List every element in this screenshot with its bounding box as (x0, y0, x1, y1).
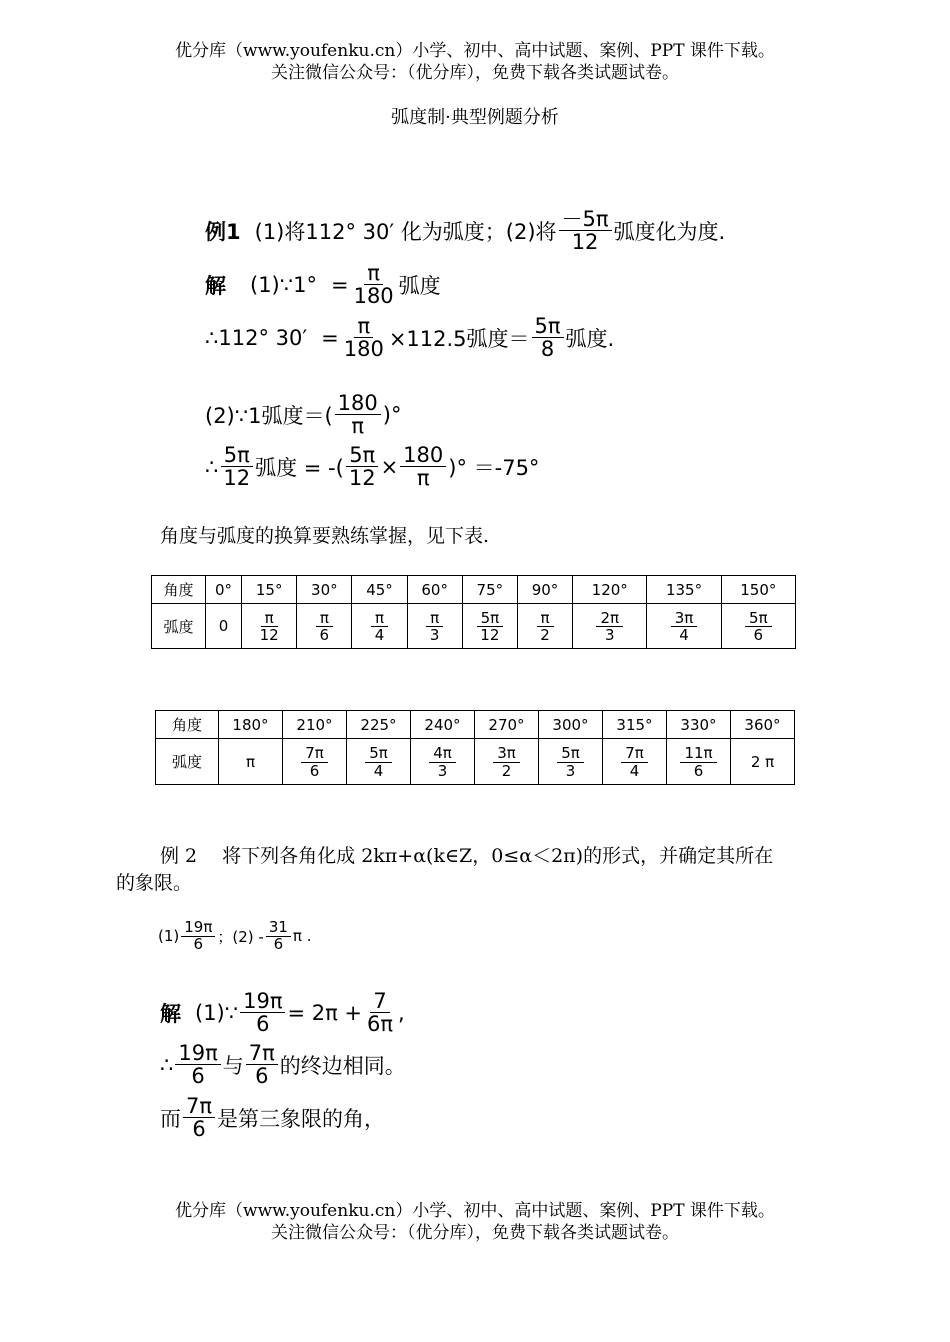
fraction-denominator: 180 (343, 337, 384, 362)
example1-solution-line1 (205, 262, 441, 307)
example2-solution-label: 解 (160, 1001, 181, 1026)
solution-text: × (380, 454, 399, 479)
fraction-numerator: 5π (365, 745, 392, 763)
fraction-denominator: 6 (191, 1064, 205, 1089)
fraction-denominator: 3 (565, 761, 576, 780)
fraction-denominator: 6 (693, 761, 704, 780)
radian-cell (347, 739, 411, 785)
radian-cell (475, 739, 539, 785)
table-header-cell: 角度 (156, 711, 219, 739)
radian-cell (283, 739, 347, 785)
fraction-denominator: π (351, 414, 365, 439)
fraction (181, 920, 215, 953)
example2-solution-line1 (160, 990, 405, 1035)
example1-solution-line3 (205, 392, 401, 437)
page-title: 弧度制·典型例题分析 (391, 107, 559, 128)
table-header-cell: 角度 (152, 576, 206, 604)
equals-sign: = (330, 272, 349, 297)
fraction (351, 262, 397, 307)
footer-line-1: 优分库（www.youfenku.cn）小学、初中、高中试题、案例、PPT 课件下载。 (175, 1201, 775, 1221)
fraction (183, 1095, 215, 1140)
example1-solution-line2 (205, 315, 614, 360)
fraction-numerator: 7 (370, 990, 389, 1013)
fraction-denominator: 4 (629, 761, 640, 780)
fraction-denominator: 2 (540, 626, 550, 644)
fraction-denominator: 6 (192, 1117, 206, 1142)
fraction-denominator: π (416, 466, 430, 491)
fraction-numerator: 5π (346, 444, 378, 467)
fraction-numerator: 4π (429, 745, 456, 763)
degree-cell: 225° (347, 711, 411, 739)
fraction-denominator: 3 (604, 626, 615, 644)
fraction-denominator: 4 (679, 626, 689, 644)
conversion-note: 角度与弧度的换算要熟练掌握，见下表. (160, 525, 490, 547)
fraction-denominator: 12 (223, 466, 251, 491)
solution-text: )° ＝-75° (448, 455, 540, 480)
example2-text-line1: 例 2 将下列各角化成 2kπ+α(k∈Z，0≤α＜2π)的形式，并确定其所在 (160, 845, 774, 867)
fraction-denominator: 6 (193, 934, 204, 953)
radian-cell: 0 (206, 604, 242, 649)
table-row-degrees (156, 711, 795, 739)
fraction-numerator: π (371, 610, 388, 628)
fraction-numerator: 5π (221, 444, 253, 467)
fraction-numerator: π (426, 610, 443, 628)
fraction-numerator: 3π (493, 745, 520, 763)
fraction-numerator: 2π (596, 610, 623, 628)
fraction-numerator: 7π (621, 745, 648, 763)
example1-q2-fraction (559, 208, 612, 253)
header-line-1: 优分库（www.youfenku.cn）小学、初中、高中试题、案例、PPT 课件下载。 (175, 41, 775, 61)
degree-cell: 180° (219, 711, 283, 739)
conversion-table-2 (155, 710, 795, 785)
fraction-denominator: 4 (374, 626, 385, 644)
solution-text: ∴ (205, 454, 219, 479)
fraction-numerator: 19π (181, 920, 215, 937)
radian-cell (352, 604, 407, 649)
fraction-numerator: 3π (671, 610, 698, 628)
solution-text: (1)∵1° (250, 272, 317, 297)
fraction-numerator: －5π (559, 208, 612, 231)
radian-cell: π (219, 739, 283, 785)
fraction-denominator: 6 (319, 626, 330, 644)
radian-cell (539, 739, 603, 785)
radian-cell (411, 739, 475, 785)
fraction-numerator: 7π (246, 1042, 278, 1065)
solution-text: 是第三象限的角， (217, 1106, 386, 1131)
example1-q1: (1)将112° 30′ 化为弧度； (254, 219, 506, 244)
fraction-numerator: 5π (532, 315, 564, 338)
example1-label: 例1 (205, 219, 241, 244)
fraction (220, 444, 253, 489)
fraction-numerator: 11π (680, 745, 716, 763)
fraction-denominator: 6π (367, 1012, 394, 1037)
fraction-denominator: 12 (571, 230, 599, 255)
degree-cell: 270° (475, 711, 539, 739)
solution-text: (2)∵1弧度＝( (205, 403, 333, 428)
fraction (532, 315, 564, 360)
equals-sign: = (321, 325, 339, 350)
fraction-denominator: 12 (348, 466, 376, 491)
table-row-radians (152, 604, 796, 649)
solution-text: 弧度. (565, 326, 615, 351)
fraction (246, 1042, 278, 1087)
fraction (335, 392, 381, 437)
example1-q2-pre: (2)将 (505, 219, 557, 244)
header-line-2: 关注微信公众号：（优分库），免费下载各类试题试卷。 (271, 63, 679, 83)
example2-problems (158, 920, 311, 953)
fraction-denominator: 12 (480, 626, 500, 644)
problem-text: (1) (158, 927, 180, 946)
fraction-numerator: 180 (335, 392, 381, 415)
degree-cell: 45° (352, 576, 407, 604)
radian-cell (407, 604, 462, 649)
problem-text: π . (292, 927, 312, 946)
problem-text: ；(2) - (217, 927, 264, 946)
fraction (346, 444, 379, 489)
fraction-denominator: 8 (540, 337, 555, 362)
fraction-numerator: 31 (266, 920, 291, 937)
table-row-radians (156, 739, 795, 785)
radian-cell: 2 π (731, 739, 795, 785)
fraction-denominator: 6 (273, 934, 284, 953)
radian-cell (517, 604, 572, 649)
example1-q2-post: 弧度化为度. (613, 219, 726, 244)
example1-solution-label: 解 (205, 273, 226, 298)
degree-cell: 0° (206, 576, 242, 604)
table-row-degrees (152, 576, 796, 604)
degree-cell: 330° (667, 711, 731, 739)
fraction-numerator: 5π (557, 745, 584, 763)
fraction (240, 990, 285, 1035)
degree-cell: 30° (297, 576, 352, 604)
table-header-cell: 弧度 (156, 739, 219, 785)
solution-text: 而 (160, 1106, 181, 1131)
fraction-numerator: 180 (400, 444, 446, 467)
radian-cell (462, 604, 517, 649)
fraction-numerator: π (316, 610, 333, 628)
fraction-numerator: π (364, 262, 383, 285)
degree-cell: 360° (731, 711, 795, 739)
fraction-denominator: 6 (753, 626, 764, 644)
solution-text: 的终边相同。 (279, 1053, 406, 1078)
fraction-denominator: 3 (429, 626, 440, 644)
degree-cell: 300° (539, 711, 603, 739)
fraction (266, 920, 291, 953)
solution-text: , (398, 1000, 405, 1025)
fraction (341, 315, 387, 360)
fraction-denominator: 6 (255, 1064, 269, 1089)
fraction-numerator: 5π (745, 610, 772, 628)
radian-cell (603, 739, 667, 785)
radian-cell (242, 604, 297, 649)
footer-line-2: 关注微信公众号：（优分库），免费下载各类试题试卷。 (271, 1223, 679, 1243)
radian-cell (297, 604, 352, 649)
degree-cell: 135° (647, 576, 721, 604)
conversion-table-1 (151, 575, 796, 649)
fraction-numerator: 19π (240, 990, 285, 1013)
fraction-denominator: 2 (501, 761, 512, 780)
fraction-numerator: 5π (477, 610, 504, 628)
radian-cell (721, 604, 795, 649)
fraction-denominator: 6 (309, 761, 320, 780)
solution-text: = 2π + (287, 1000, 363, 1025)
degree-cell: 150° (721, 576, 795, 604)
degree-cell: 15° (242, 576, 297, 604)
fraction-denominator: 180 (353, 284, 394, 309)
degree-cell: 75° (462, 576, 517, 604)
fraction-denominator: 6 (256, 1012, 270, 1037)
solution-text: (1)∵ (195, 1000, 239, 1025)
solution-text: 弧度 (398, 273, 441, 298)
example2-solution-line3 (160, 1095, 385, 1140)
fraction-denominator: 4 (373, 761, 384, 780)
fraction-numerator: 7π (301, 745, 328, 763)
solution-text: ∴ (160, 1052, 174, 1077)
solution-text: )° (382, 402, 402, 427)
degree-cell: 315° (603, 711, 667, 739)
degree-cell: 60° (407, 576, 462, 604)
radian-cell (667, 739, 731, 785)
fraction-numerator: π (537, 610, 554, 628)
fraction-numerator: 7π (183, 1095, 215, 1118)
fraction-denominator: 3 (437, 761, 448, 780)
example1-solution-line4 (205, 444, 539, 489)
degree-cell: 240° (411, 711, 475, 739)
fraction (400, 444, 446, 489)
solution-text: ∴112° 30′ (205, 325, 308, 350)
solution-text: 与 (222, 1053, 244, 1078)
solution-text: 弧度 = -( (255, 455, 344, 480)
example2-solution-line2 (160, 1042, 406, 1087)
example2-text-line2: 的象限。 (116, 872, 193, 894)
fraction-denominator: 12 (259, 626, 279, 644)
degree-cell: 210° (283, 711, 347, 739)
example1-question (205, 208, 725, 253)
degree-cell: 90° (517, 576, 572, 604)
solution-text: ×112.5弧度＝ (388, 326, 530, 351)
fraction-numerator: 19π (175, 1042, 220, 1065)
radian-cell (573, 604, 647, 649)
radian-cell (647, 604, 721, 649)
fraction-numerator: π (354, 315, 373, 338)
table-header-cell: 弧度 (152, 604, 206, 649)
fraction (364, 990, 396, 1035)
fraction (175, 1042, 220, 1087)
fraction-numerator: π (261, 610, 278, 628)
degree-cell: 120° (573, 576, 647, 604)
